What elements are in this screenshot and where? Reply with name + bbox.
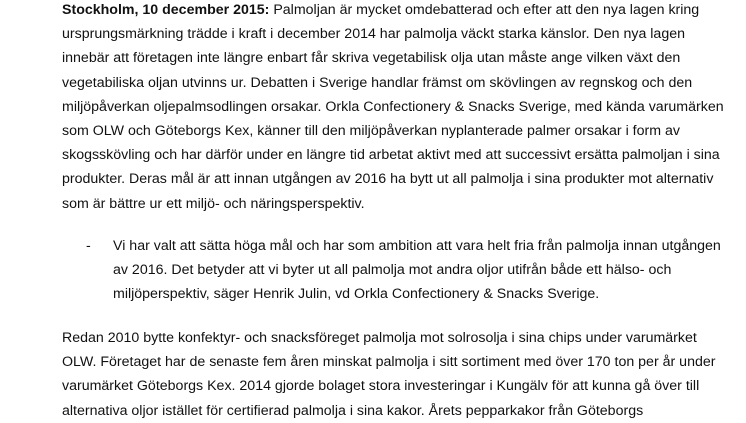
quote-list-item [62,234,734,307]
dateline: Stockholm, 10 december 2015: [62,2,270,18]
body-paragraph: Redan 2010 bytte konfektyr- och snacksföreget palmolja mot solrosolja i sina chips under varumärket OLW. Företaget har de senaste fem åren minskat palmolja i sitt sortiment med över 170 ton per år under varumärket Göteborgs Kex. 2014 gjorde bolaget stora investeringar i Kungälv för att kunna gå över till alternativa oljor istället för certifierad palmolja i sina kakor. Årets pepparkakor från Göteborgs [62,330,716,419]
intro-paragraph [62,0,734,216]
quote-text: Vi har valt att sätta höga mål och har som ambition att vara helt fria från palmolja innan utgången av 2016. Det betyder att vi byter ut all palmolja mot andra oljor utifrån både ett hälso- och miljöperspektiv, säger Henrik Julin, vd Orkla Confectionery & Snacks Sverige. [113,238,721,303]
list-dash-marker: - [86,238,91,254]
intro-text: Palmoljan är mycket omdebatterad och efter att den nya lagen kring ursprungsmärkning trädde i kraft i december 2014 har palmolja väckt starka känslor. Den nya lagen innebär att företagen inte längre enbart får skriva vegetabilisk olja utan måste ange vilken växt den vegetabiliska oljan utvinns ur. Debatten i Sverige handlar främst om skövlingen av regnskog och den miljöpåverkan oljepalmsodlingen orsakar. Orkla Confectionery & Snacks Sverige, med kända varumärken som OLW och Göteborgs Kex, känner till den miljöpåverkan nyplanterade palmer orsakar i form av skogsskövling och har därför under en längre tid arbetat aktivt med att successivt ersätta palmoljan i sina produkter. Deras mål är att innan utgången av 2016 ha bytt ut all palmolja i sina produkter mot alternativ som är bättre ur ett miljö- och näringsperspektiv. [62,2,724,212]
